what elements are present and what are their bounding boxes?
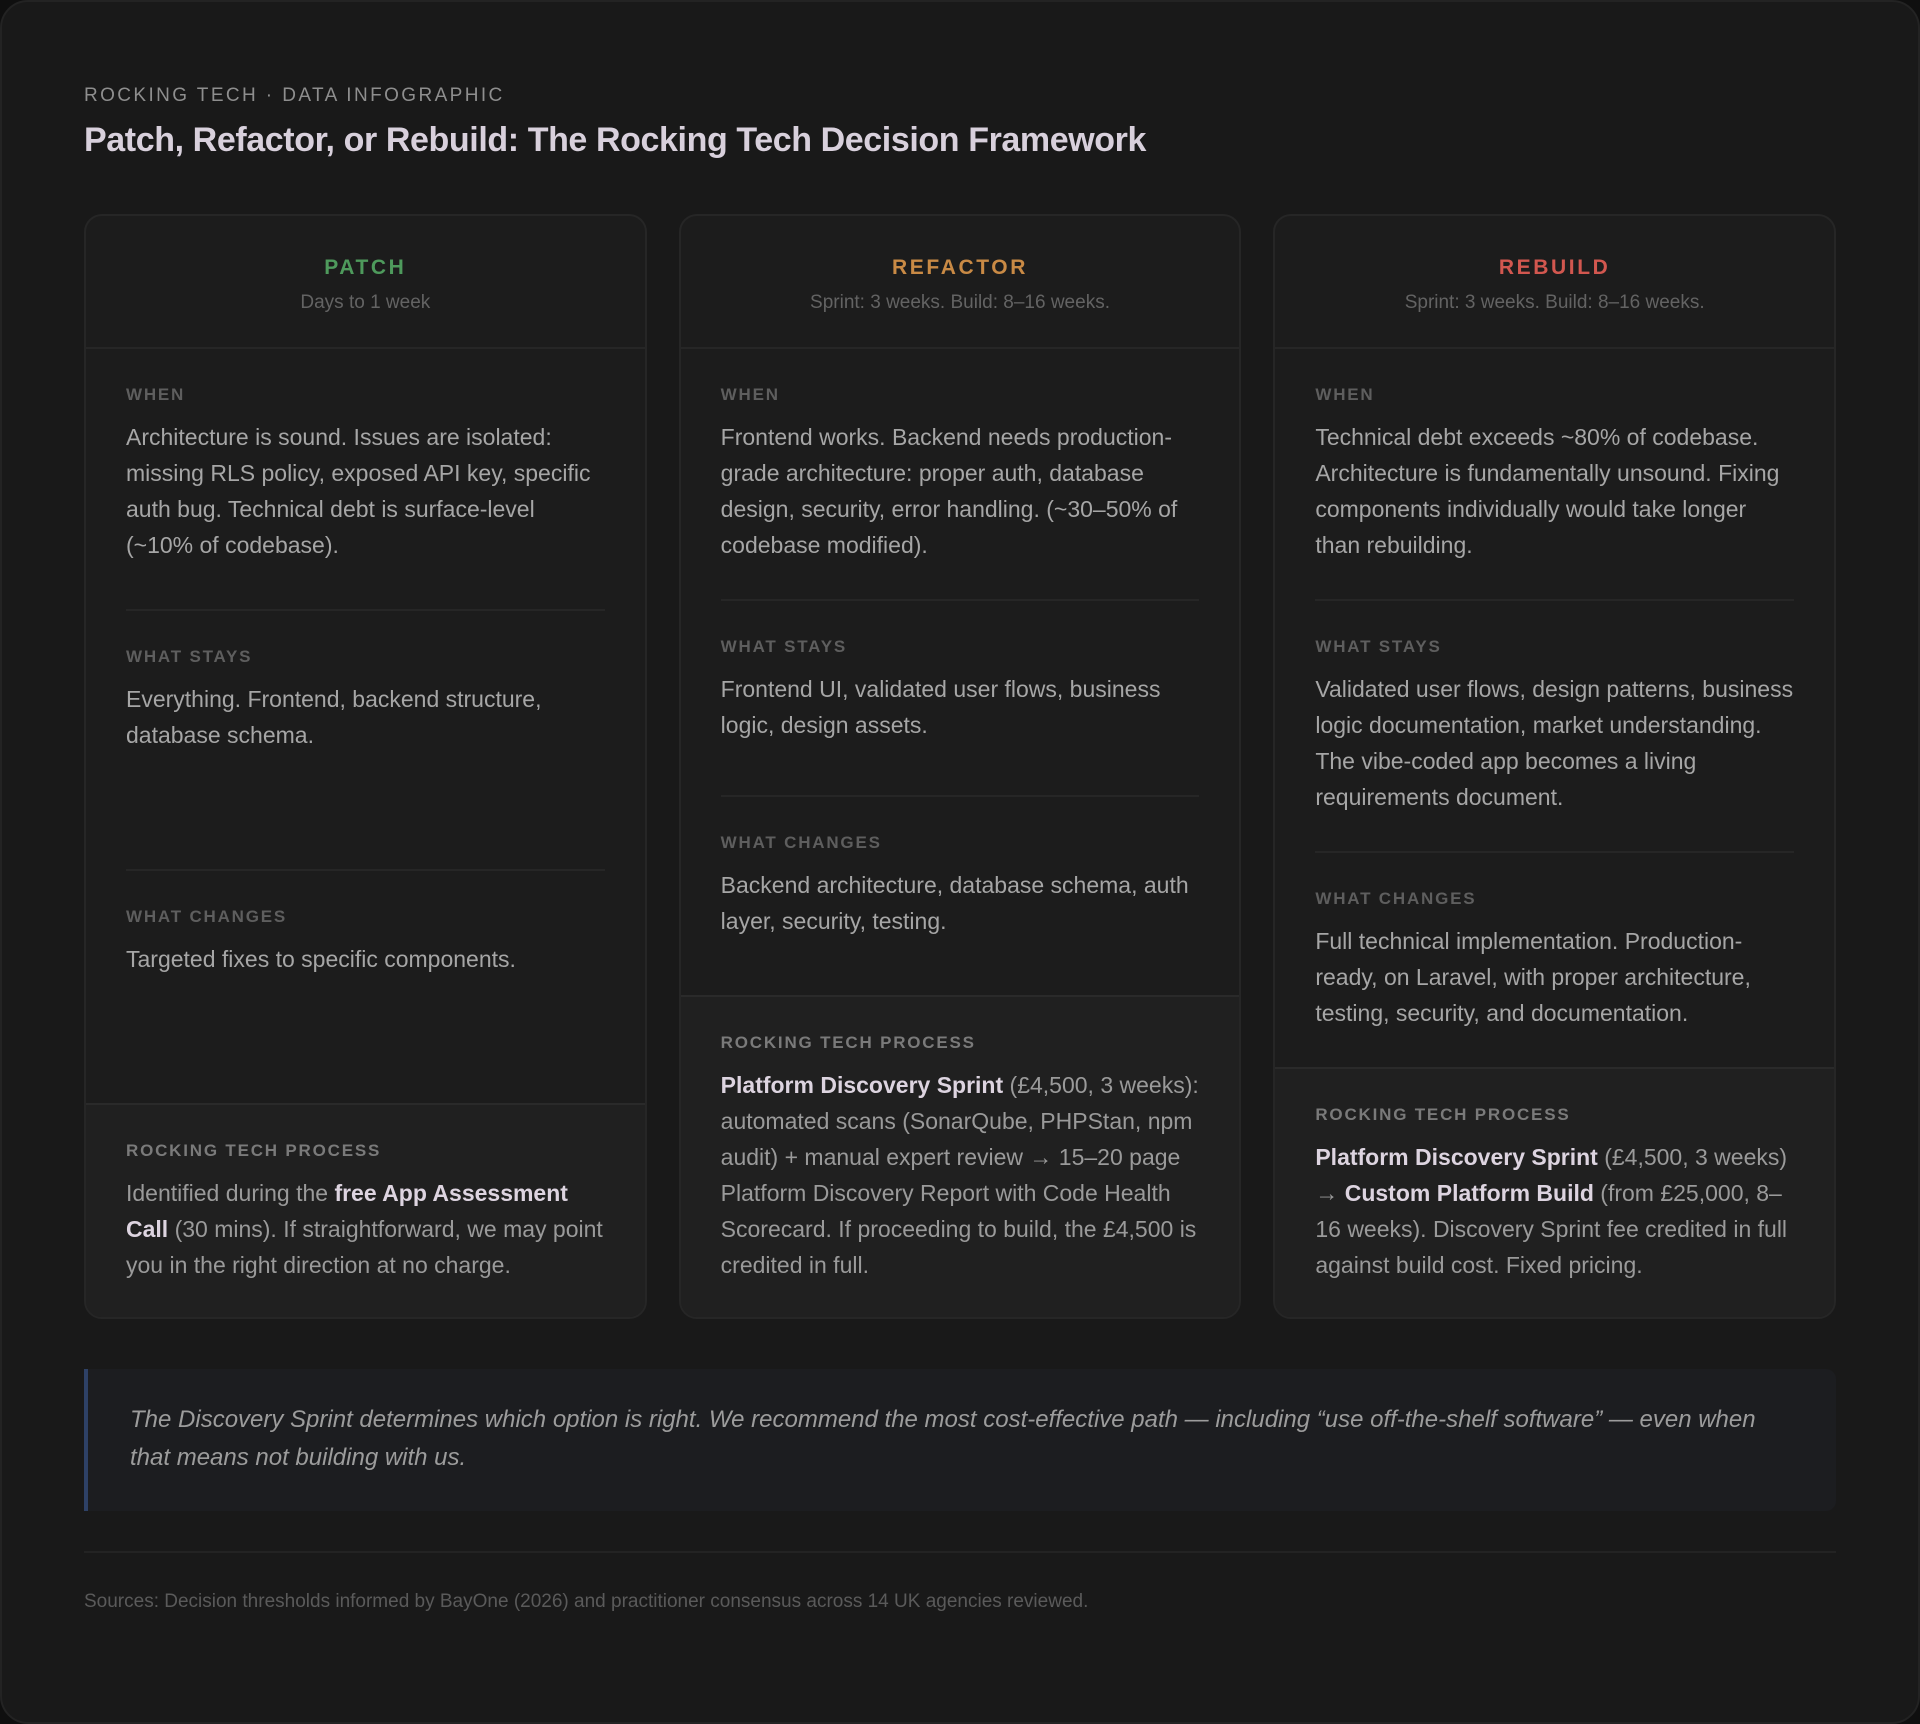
process-label: ROCKING TECH PROCESS (1315, 1105, 1571, 1124)
section-text: Technical debt exceeds ~80% of codebase. Architecture is fundamentally unsound. Fixing components individually would take longer than rebuilding. (1315, 424, 1780, 558)
process-text (721, 1067, 1200, 1283)
section-label: WHAT STAYS (126, 647, 253, 666)
section-label: WHAT CHANGES (720, 833, 882, 852)
process-part: Identified during the (126, 1180, 335, 1206)
section-text: Validated user flows, design patterns, business logic documentation, market understanding. The vibe-coded app becomes a living requirements document. (1315, 676, 1794, 810)
section-when (721, 349, 1200, 601)
section-when (1315, 349, 1794, 601)
section-what-stays (1315, 601, 1794, 853)
option-cards (84, 214, 1836, 1319)
recommendation-quote: The Discovery Sprint determines which option is right. We recommend the most cost-effective path — including “use off-the-shelf software” — even when that means not building with us. (84, 1369, 1836, 1511)
section-label: WHEN (1315, 385, 1375, 404)
card-header (681, 216, 1240, 349)
process-section (1275, 1067, 1834, 1317)
section-label: WHEN (720, 385, 780, 404)
section-what-changes (721, 797, 1200, 995)
section-label: WHAT CHANGES (1315, 889, 1477, 908)
divider (84, 1551, 1836, 1553)
section-what-stays (721, 601, 1200, 797)
section-what-changes (126, 871, 605, 1103)
process-part: (£4,500, 3 weeks) → (1315, 1144, 1788, 1206)
section-text: Frontend UI, validated user flows, business logic, design assets. (720, 676, 1161, 738)
section-text: Full technical implementation. Production-ready, on Laravel, with proper architecture, testing, security, and documentation. (1315, 928, 1751, 1026)
card-body (681, 349, 1240, 995)
process-section (681, 995, 1240, 1317)
section-label: WHAT CHANGES (126, 907, 288, 926)
process-text (126, 1175, 605, 1283)
card-patch (84, 214, 647, 1319)
section-text: Backend architecture, database schema, auth layer, security, testing. (720, 872, 1189, 934)
process-part: (£4,500, 3 weeks): automated scans (SonarQube, PHPStan, npm audit) + manual expert review → 15–20 page Platform Discovery Report with Code Health Scorecard. If proceeding to build, the £4,500 is credited in full. (720, 1072, 1199, 1278)
card-header (1275, 216, 1834, 349)
sources-note: Sources: Decision thresholds informed by BayOne (2026) and practitioner consensus across 14 UK agencies reviewed. (84, 1591, 1089, 1612)
section-what-stays (126, 611, 605, 871)
process-section (86, 1103, 645, 1317)
card-duration: Sprint: 3 weeks. Build: 8–16 weeks. (1404, 292, 1705, 313)
card-title: REFACTOR (892, 256, 1028, 279)
section-label: WHAT STAYS (1315, 637, 1442, 656)
section-text: Frontend works. Backend needs production-grade architecture: proper auth, database design, security, error handling. (~30–50% of codebase modified). (720, 424, 1178, 558)
page-title: Patch, Refactor, or Rebuild: The Rocking Tech Decision Framework (84, 121, 1147, 159)
section-label: WHAT STAYS (720, 637, 847, 656)
process-label: ROCKING TECH PROCESS (720, 1033, 976, 1052)
eyebrow-label: ROCKING TECH · DATA INFOGRAPHIC (84, 85, 505, 106)
process-highlight: free App Assessment Call (126, 1180, 568, 1242)
process-highlight: Platform Discovery Sprint (720, 1072, 1004, 1098)
section-label: WHEN (126, 385, 186, 404)
card-rebuild (1273, 214, 1836, 1319)
section-text: Architecture is sound. Issues are isolated: missing RLS policy, exposed API key, specific auth bug. Technical debt is surface-level (~10% of codebase). (126, 424, 591, 558)
process-label: ROCKING TECH PROCESS (126, 1141, 382, 1160)
card-body (1275, 349, 1834, 1067)
card-title: PATCH (324, 256, 407, 279)
process-part: (from £25,000, 8–16 weeks). Discovery Sprint fee credited in full against build cost. Fixed pricing. (1315, 1180, 1788, 1278)
process-text (1315, 1139, 1794, 1283)
process-highlight: Custom Platform Build (1344, 1180, 1594, 1206)
section-what-changes (1315, 853, 1794, 1067)
card-duration: Days to 1 week (300, 292, 431, 313)
process-part: (30 mins). If straightforward, we may point you in the right direction at no charge. (126, 1216, 603, 1278)
card-body (86, 349, 645, 1103)
card-title: REBUILD (1498, 256, 1611, 279)
card-refactor (679, 214, 1242, 1319)
card-header (86, 216, 645, 349)
section-text: Everything. Frontend, backend structure, database schema. (126, 686, 542, 748)
process-highlight: Platform Discovery Sprint (1315, 1144, 1598, 1170)
section-when (126, 349, 605, 611)
card-duration: Sprint: 3 weeks. Build: 8–16 weeks. (810, 292, 1110, 313)
section-text: Targeted fixes to specific components. (126, 946, 516, 972)
